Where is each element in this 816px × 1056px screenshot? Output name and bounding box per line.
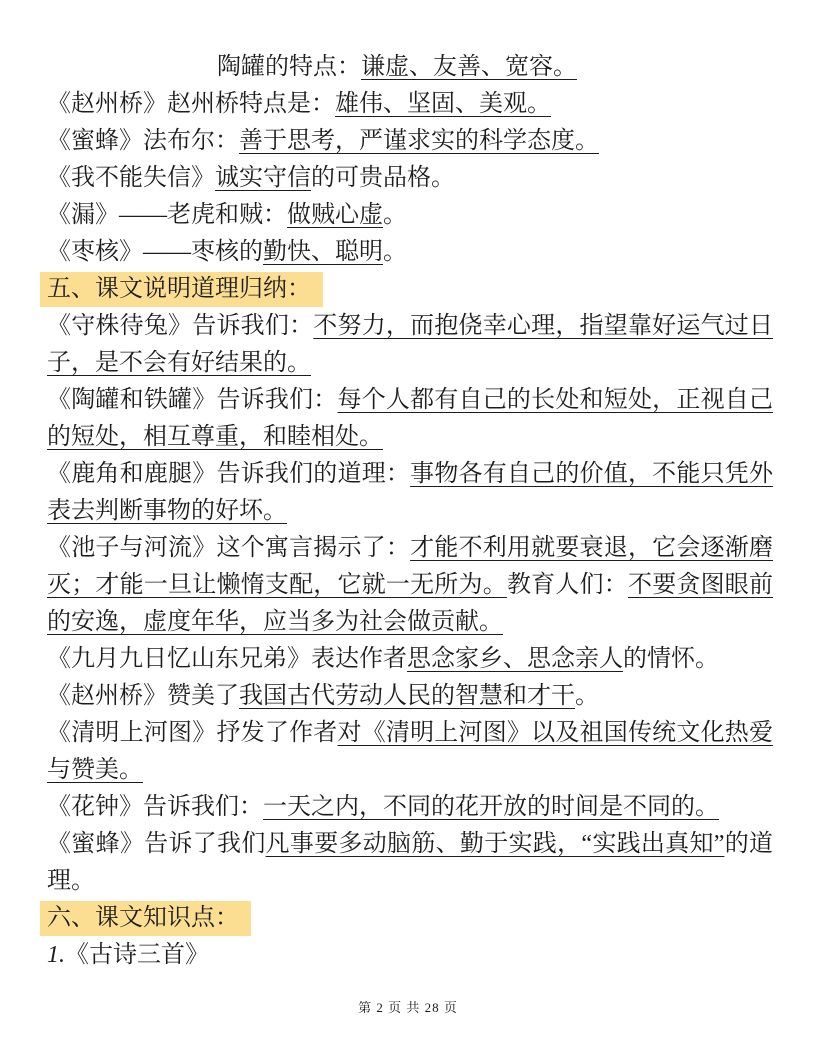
underlined-text: 诚实守信 — [215, 165, 311, 191]
text-segment: 1. — [47, 942, 65, 968]
page-footer: 第 2 页 共 28 页 — [358, 1000, 458, 1015]
paragraph-wobunengshixin — [47, 160, 773, 197]
paragraph-heading-section-6 — [47, 900, 773, 937]
paragraph-lou-laohu-zei — [47, 197, 773, 234]
text-segment: 《蜜蜂》法布尔： — [47, 128, 239, 154]
text-segment: 。 — [383, 239, 407, 265]
underlined-text: 不努力，而抱侥幸心理，指望靠好运气过日子，是不会有好结果的。 — [47, 313, 774, 376]
text-segment: 陶罐的特点： — [217, 54, 361, 80]
text-segment: 《鹿角和鹿腿》告诉我们的道理： — [47, 461, 411, 487]
paragraph-chizi-yu-heliu — [47, 530, 773, 641]
paragraph-lujiao-lutui — [47, 456, 773, 530]
text-segment: 。 — [383, 202, 407, 228]
paragraph-zhaozhouqiao-tedian — [47, 86, 773, 123]
underlined-text: 对《清明上河图》以及祖国传统文化热爱与赞美。 — [47, 720, 774, 783]
underlined-text: 谦虚、友善、宽容。 — [361, 54, 577, 80]
underlined-text: 勤快、聪明 — [263, 239, 383, 265]
text-segment: 《池子与河流》这个寓言揭示了： — [47, 535, 411, 561]
text-segment: 《赵州桥》赞美了 — [47, 683, 239, 709]
text-segment: 《守株待兔》告诉我们： — [47, 313, 314, 339]
paragraph-shouzhudaitu — [47, 308, 773, 382]
paragraph-gushisanshou — [47, 937, 773, 974]
paragraph-mifeng-fabuer — [47, 123, 773, 160]
underlined-text: 每个人都有自己的长处和短处，正视自己的短处，相互尊重，和睦相处。 — [47, 387, 774, 450]
text-segment: 教育人们： — [506, 572, 628, 598]
underlined-text: 思念家乡、思念亲人 — [407, 646, 623, 672]
underlined-text: 雄伟、坚固、美观。 — [335, 91, 551, 117]
text-segment: 的情怀。 — [623, 646, 719, 672]
paragraph-huazhong — [47, 789, 773, 826]
text-segment: 《古诗三首》 — [65, 942, 209, 968]
document-body — [47, 49, 773, 974]
paragraph-jiuyuejiuri — [47, 641, 773, 678]
text-segment: 六、课文知识点： — [40, 901, 251, 936]
underlined-text: 凡事要多动脑筋、勤于实践，“实践出真知” — [265, 831, 725, 857]
text-segment: 《九月九日忆山东兄弟》表达作者 — [47, 646, 407, 672]
paragraph-heading-section-5 — [47, 271, 773, 308]
paragraph-zhaozhouqiao-zanmei — [47, 678, 773, 715]
underlined-text: 一天之内，不同的花开放的时间是不同的。 — [263, 794, 719, 820]
text-segment: 《清明上河图》抒发了作者 — [47, 720, 338, 746]
paragraph-zaohe — [47, 234, 773, 271]
text-segment: 的道理。 — [47, 831, 774, 894]
underlined-text: 做贼心虚 — [287, 202, 383, 228]
paragraph-taoguan-tieguan — [47, 382, 773, 456]
text-segment: 的可贵品格。 — [311, 165, 455, 191]
text-segment: 《花钟》告诉我们： — [47, 794, 263, 820]
text-segment: 《漏》——老虎和贼： — [47, 202, 287, 228]
underlined-text: 我国古代劳动人民的智慧和才干 — [239, 683, 575, 709]
text-segment: 《我不能失信》 — [47, 165, 215, 191]
text-segment: 《蜜蜂》告诉了我们 — [47, 831, 266, 857]
underlined-text: 善于思考，严谨求实的科学态度。 — [239, 128, 599, 154]
text-segment: 五、课文说明道理归纳： — [40, 272, 323, 307]
paragraph-mifeng-daoli — [47, 826, 773, 900]
text-segment: 。 — [575, 683, 599, 709]
underlined-text: 事物各有自己的价值，不能只凭外表去判断事物的好坏。 — [47, 461, 774, 524]
underlined-text: 才能不利用就要衰退，它会逐渐磨灭；才能一旦让懒惰支配，它就一无所为。 — [47, 535, 774, 598]
underlined-text: 不要贪图眼前的安逸，虚度年华，应当多为社会做贡献。 — [47, 572, 774, 635]
text-segment: 《陶罐和铁罐》告诉我们： — [47, 387, 338, 413]
paragraph-taoguan-tedian — [47, 49, 773, 86]
text-segment: 《枣核》——枣核的 — [47, 239, 263, 265]
text-segment: 《赵州桥》赵州桥特点是： — [47, 91, 335, 117]
paragraph-qingmingshanghetu — [47, 715, 773, 789]
